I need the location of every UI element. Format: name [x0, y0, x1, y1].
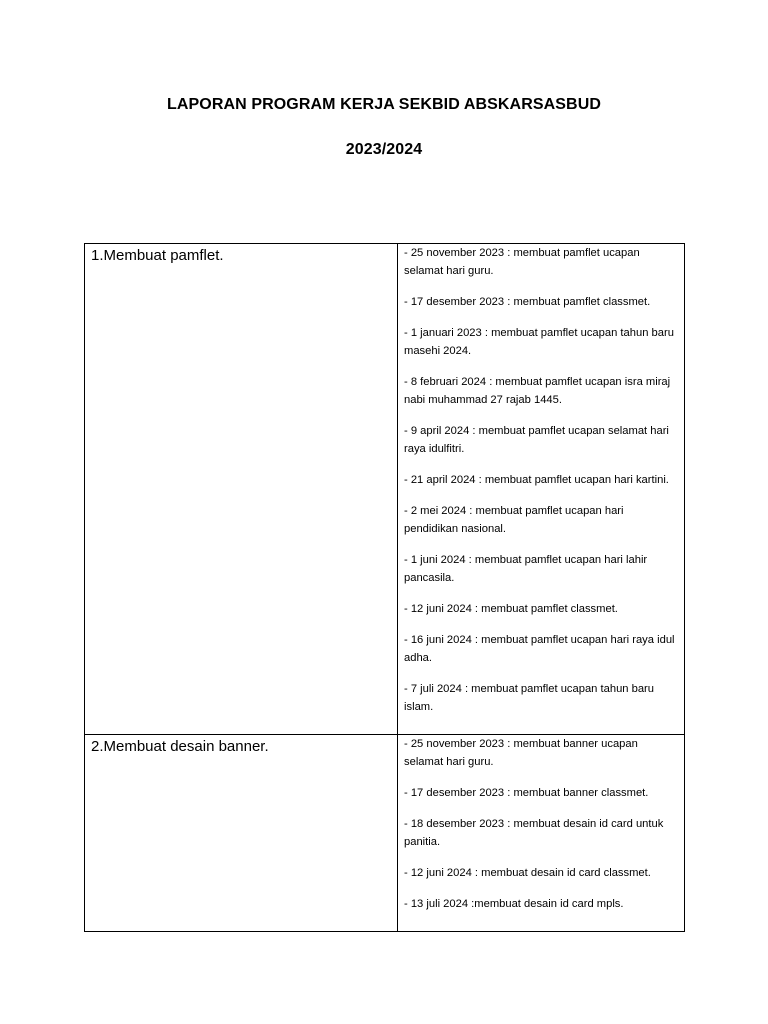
document-period: 2023/2024: [345, 141, 423, 158]
activity-item: - 9 april 2024 : membuat pamflet ucapan selamat hari raya idulfitri.: [404, 425, 669, 455]
activity-item: - 16 juni 2024 : membuat pamflet ucapan hari raya idul adha.: [404, 634, 675, 664]
activity-item: - 7 juli 2024 : membuat pamflet ucapan tahun baru islam.: [404, 683, 655, 713]
activity-item: - 25 november 2023 : membuat banner ucapan selamat hari guru.: [404, 738, 638, 768]
activity-item: - 17 desember 2023 : membuat pamflet classmet.: [404, 296, 651, 308]
program-table: [84, 243, 685, 932]
activity-item: - 1 januari 2023 : membuat pamflet ucapan tahun baru masehi 2024.: [404, 327, 674, 357]
program-name-cell: 2.Membuat desain banner.: [85, 735, 398, 932]
activity-item: - 17 desember 2023 : membuat banner classmet.: [404, 787, 649, 799]
activity-item: - 12 juni 2024 : membuat pamflet classmet.: [404, 603, 618, 615]
document-title: LAPORAN PROGRAM KERJA SEKBID ABSKARSASBUD: [166, 96, 602, 113]
program-name-cell: 1.Membuat pamflet.: [85, 244, 398, 735]
activity-item: - 18 desember 2023 : membuat desain id card untuk panitia.: [404, 818, 664, 848]
table-row: [85, 735, 685, 932]
activity-item: - 1 juni 2024 : membuat pamflet ucapan hari lahir pancasila.: [404, 554, 648, 584]
activity-item: - 25 november 2023 : membuat pamflet ucapan selamat hari guru.: [404, 247, 640, 277]
table-row: [85, 244, 685, 735]
activity-item: - 13 juli 2024 :membuat desain id card mpls.: [404, 898, 624, 910]
activity-item: - 8 februari 2024 : membuat pamflet ucapan isra miraj nabi muhammad 27 rajab 1445.: [404, 376, 671, 406]
activity-item: - 21 april 2024 : membuat pamflet ucapan hari kartini.: [404, 474, 669, 486]
program-activities-cell: [398, 735, 685, 932]
activity-item: - 2 mei 2024 : membuat pamflet ucapan hari pendidikan nasional.: [404, 505, 624, 535]
program-activities-cell: [398, 244, 685, 735]
activity-item: - 12 juni 2024 : membuat desain id card classmet.: [404, 867, 651, 879]
